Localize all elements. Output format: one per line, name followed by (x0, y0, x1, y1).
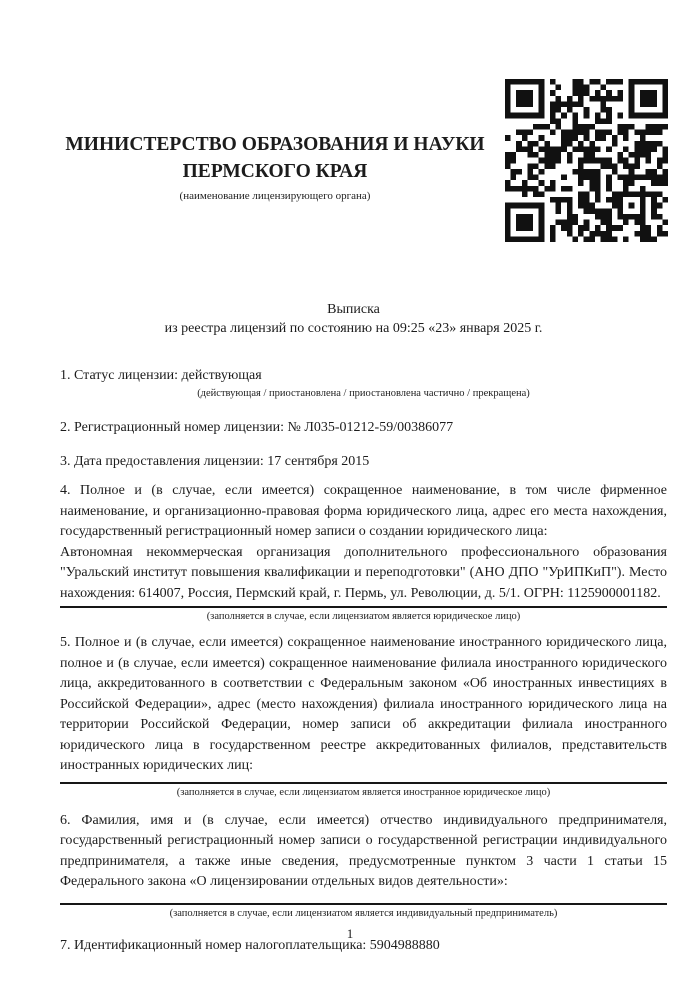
item6-fill-in-line (60, 903, 667, 905)
document-body (60, 366, 667, 955)
ministry-caption: (наименование лицензирующего органа) (179, 190, 371, 202)
ministry-name-line2: ПЕРМСКОГО КРАЯ (182, 161, 368, 182)
item4-legal-entity-value: Автономная некоммерческая организация дополнительного профессионального образования "Уральский институт повышения квалификации и переподготовки" (АНО ДПО "УрИПКиП"). Место нахождения: 614007, Россия, Пермский край, г. Пермь, ул. Революции, д. 5/1. ОГРН: 1125900001182. (60, 544, 667, 601)
item7-taxpayer-number: 7. Идентификационный номер налогоплательщика: 5904988880 (60, 937, 440, 953)
item4-fill-in-line (60, 543, 667, 609)
item6-entrepreneur-label: 6. Фамилия, имя и (в случае, если имеется) отчество индивидуального предпринимателя, государственный регистрационный номер записи о государственной регистрации индивидуального предпринимателя, а также иные сведения, предусмотренные пунктом 3 части 1 статьи 15 Федерального закона «О лицензировании отдельных видов деятельности»: (60, 812, 667, 889)
document-title-line1: Выписка (327, 302, 380, 317)
licensing-authority-block (0, 131, 550, 203)
ministry-name-line1: МИНИСТЕРСТВО ОБРАЗОВАНИЯ И НАУКИ (65, 134, 485, 155)
qr-code-icon (505, 79, 668, 242)
item5-foreign-entity-label: 5. Полное и (в случае, если имеется) сокращенное наименование иностранного юридического лица, полное и (в случае, если имеется) сокращенное наименование филиала иностранного юридического лица, аккредитованного в соответствии с Федеральным законом «Об иностранных инвестициях в Российской Федерации», адрес (место нахождения) филиала иностранного юридического лица на территории Российской Федерации, номер записи об аккредитации филиала иностранного юридического лица в государственном реестре аккредитованных филиалов, представительств иностранных юридических лиц: (60, 635, 667, 773)
item3-license-date: 3. Дата предоставления лицензии: 17 сентября 2015 (60, 454, 370, 469)
item5-fill-in-line (60, 782, 667, 784)
item1-caption: (действующая / приостановлена / приостановлена частично / прекращена) (197, 388, 530, 399)
page-number: 1 (346, 926, 354, 941)
item5-caption: (заполняется в случае, если лицензиатом является иностранное юридическое лицо) (176, 786, 551, 798)
item2-registration-number: 2. Регистрационный номер лицензии: № Л035-01212-59/00386077 (60, 420, 454, 435)
item6-caption: (заполняется в случае, если лицензиатом является индивидуальный предприниматель) (169, 907, 558, 919)
item4-caption: (заполняется в случае, если лицензиатом является юридическое лицо) (206, 611, 521, 622)
document-title-line2: из реестра лицензий по состоянию на 09:25 «23» января 2025 г. (164, 321, 543, 336)
document-title (0, 300, 700, 338)
item4-legal-entity-label: 4. Полное и (в случае, если имеется) сокращенное наименование, в том числе фирменное наименование, и организационно-правовая форма юридического лица, адрес его места нахождения, государственный регистрационный номер записи о создании юридического лица: (60, 483, 667, 539)
item1-license-status: 1. Статус лицензии: действующая (60, 368, 262, 383)
